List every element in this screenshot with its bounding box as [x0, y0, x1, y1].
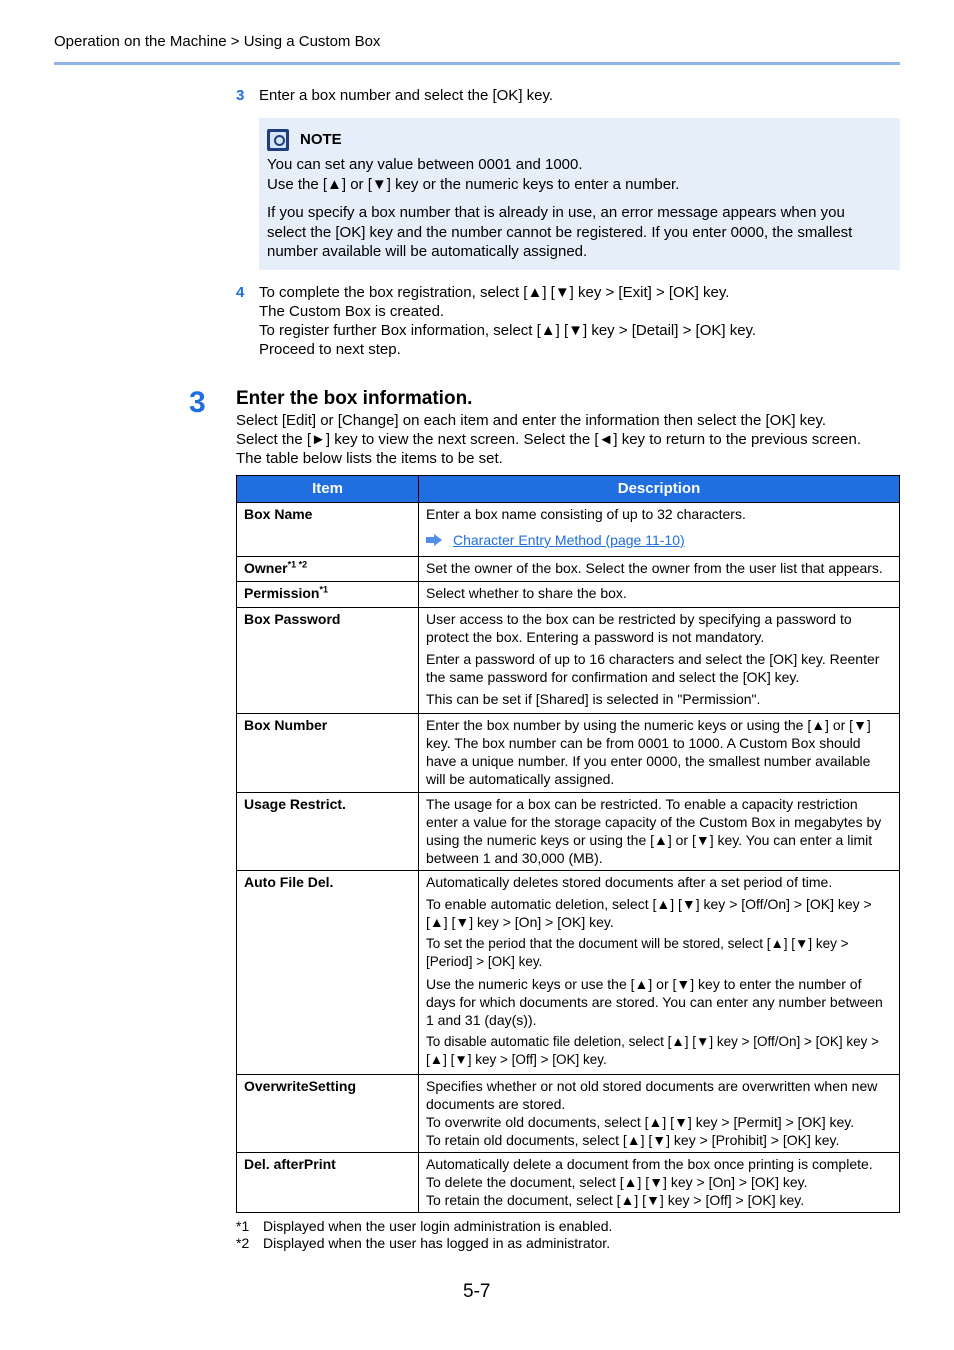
section-number: 3 — [189, 386, 206, 419]
items-table — [236, 475, 900, 1213]
item-name: OverwriteSetting — [237, 1075, 419, 1153]
step-text: To register further Box information, select [▲] [▼] key > [Detail] > [OK] key. — [259, 322, 757, 339]
step-text: Enter a box number and select the [OK] key. — [259, 87, 554, 104]
item-name: Owner$^{*1 *2}$ — [237, 557, 419, 582]
intro-line: Select [Edit] or [Change] on each item and enter the information then select the [OK] key. — [236, 412, 827, 429]
character-entry-link[interactable]: Character Entry Method (page 11-10) — [453, 532, 685, 548]
item-name: Box Password — [237, 608, 419, 714]
item-name: Box Name — [237, 503, 419, 557]
arrow-right-icon — [426, 534, 442, 546]
note-line: number available will be automatically assigned. — [267, 243, 588, 260]
table-row — [237, 503, 900, 557]
item-description: The usage for a box can be restricted. To enable a capacity restriction enter a value for the storage capacity of the Custom Box in megabytes by using the numeric keys or using the [▲] or [▼] key. You can enter a limit between 1 and 30,000 (MB). — [419, 793, 900, 871]
item-name: Usage Restrict. — [237, 793, 419, 871]
item-name: Auto File Del. — [237, 871, 419, 1075]
item-description: Specifies whether or not old stored documents are overwritten when new documents are stored. To overwrite old documents, select [▲] [▼] key > [Permit] > [OK] key. To retain old documents, select [▲] [▼] key > [Prohibit] > [OK] key. — [419, 1075, 900, 1153]
step-text: Proceed to next step. — [259, 341, 401, 358]
note-icon — [267, 129, 289, 151]
step-number: 4 — [236, 284, 245, 301]
table-row — [237, 608, 900, 714]
item-description: User access to the box can be restricted by specifying a password to protect the box. Entering a password is not mandatory. Enter a password of up to 16 characters and select the [OK] key. Reenter the same password for confirmation and select the [OK] key. This can be set if [Shared] is selected in "Permission". — [419, 608, 900, 714]
table-row — [237, 582, 900, 608]
note-line: select the [OK] key and the number cannot be registered. If you enter 0000, the smallest — [267, 223, 853, 241]
step-text: The Custom Box is created. — [259, 303, 445, 320]
item-description: Automatically delete a document from the box once printing is complete. To delete the document, select [▲] [▼] key > [On] > [OK] key. To retain the document, select [▲] [▼] key > [Off] > [OK] key. — [419, 1153, 900, 1213]
step-number: 3 — [236, 87, 245, 104]
table-row — [237, 1075, 900, 1153]
note-box — [259, 118, 900, 270]
intro-line: The table below lists the items to be set. — [236, 450, 503, 467]
footnotes — [236, 1218, 612, 1252]
item-description: Automatically deletes stored documents after a set period of time. To enable automatic deletion, select [▲] [▼] key > [Off/On] > [OK] key > [▲] [▼] key > [On] > [OK] key. To set the period that the document will be stored, select [▲] [▼] key > [Period] > [OK] key. Use the numeric keys or use the [▲] or [▼] key to enter the number of days for which documents are stored. You can enter any number between 1 and 31 (day(s)). To disable automatic file deletion, select [▲] [▼] key > [Off/On] > [OK] key > [▲] [▼] key > [Off] > [OK] key. — [419, 871, 900, 1075]
footnote: *2 Displayed when the user has logged in as administrator. — [236, 1235, 611, 1251]
item-description: Select whether to share the box. — [419, 582, 900, 608]
step-text: To complete the box registration, select [▲] [▼] key > [Exit] > [OK] key. — [259, 284, 730, 301]
footnote-ref: *1 *2 — [287, 559, 308, 570]
item-description: Enter the box number by using the numeric keys or using the [▲] or [▼] key. The box number can be from 0001 to 1000. A Custom Box should have a unique number. If you enter 0000, the smallest number available will be automatically assigned. — [419, 714, 900, 793]
table-row — [237, 1153, 900, 1213]
item-description: Enter a box name consisting of up to 32 characters. Character Entry Method (page 11-10) — [419, 503, 900, 557]
intro-line: Select the [►] key to view the next screen. Select the [◄] key to return to the previous screen. — [236, 431, 861, 448]
item-description: Set the owner of the box. Select the owner from the user list that appears. — [419, 557, 900, 582]
table-row — [237, 557, 900, 582]
table-row — [237, 871, 900, 1075]
column-header-item: Item — [237, 476, 419, 503]
header-rule — [54, 62, 900, 65]
note-line: You can set any value between 0001 and 1000. — [267, 156, 583, 173]
footnote-ref: *1 — [319, 584, 328, 595]
note-title: NOTE — [300, 131, 342, 149]
note-line: If you specify a box number that is already in use, an error message appears when you — [267, 204, 845, 221]
breadcrumb: Operation on the Machine > Using a Custom Box — [54, 33, 381, 50]
footnote: *1 Displayed when the user login administration is enabled. — [236, 1218, 613, 1234]
item-name: Del. afterPrint — [237, 1153, 419, 1213]
item-name: Permission$^{*1}$ — [237, 582, 419, 608]
page-number: 5-7 — [463, 1281, 491, 1302]
item-name: Box Number — [237, 714, 419, 793]
column-header-description: Description — [419, 476, 900, 503]
table-row — [237, 793, 900, 871]
section-title: Enter the box information. — [236, 388, 473, 409]
note-line: Use the [▲] or [▼] key or the numeric keys to enter a number. — [267, 175, 680, 193]
table-row — [237, 714, 900, 793]
section-intro — [236, 411, 900, 468]
